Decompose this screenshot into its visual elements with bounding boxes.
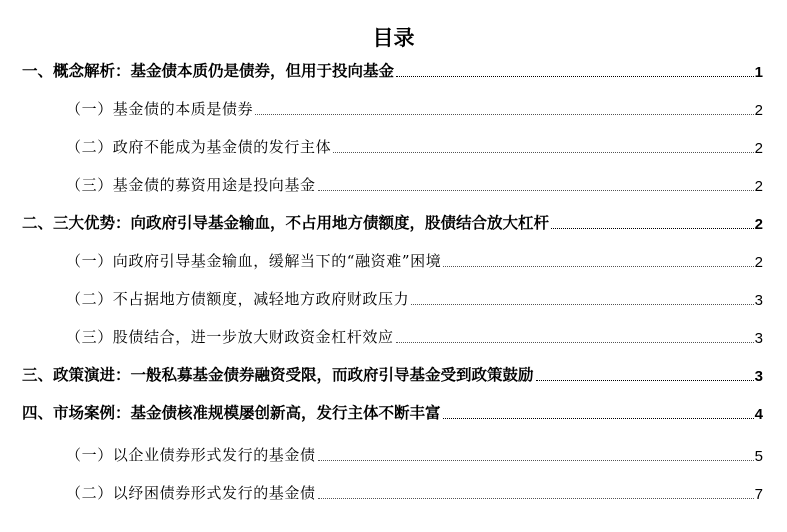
toc-leader-dots xyxy=(318,190,754,191)
toc-page-number: 3 xyxy=(754,368,763,385)
toc-entry-1-3[interactable] xyxy=(0,173,787,195)
toc-entry-text: 三、政策演进：一般私募基金债券融资受限，而政府引导基金受到政策鼓励 xyxy=(22,365,534,384)
toc-page-number: 5 xyxy=(754,448,763,465)
toc-entry-2-2[interactable] xyxy=(0,287,787,309)
toc-entry-text: （一）基金债的本质是债券 xyxy=(66,100,254,118)
toc-page-number: 7 xyxy=(754,486,763,503)
toc-entry-text: （三）基金债的募资用途是投向基金 xyxy=(66,176,316,194)
toc-page-number: 2 xyxy=(754,178,763,195)
toc-entry-text: （二）不占据地方债额度，减轻地方政府财政压力 xyxy=(66,290,410,308)
toc-entry-1-2[interactable] xyxy=(0,135,787,157)
toc-entry-4[interactable] xyxy=(0,401,787,423)
toc-entry-4-1[interactable] xyxy=(0,443,787,465)
toc-entry-text: （一）以企业债券形式发行的基金债 xyxy=(66,446,316,464)
toc-title: 目录 xyxy=(372,25,415,50)
toc-leader-dots xyxy=(551,228,754,229)
toc-page-number: 2 xyxy=(754,140,763,157)
toc-entry-text: 四、市场案例：基金债核准规模屡创新高，发行主体不断丰富 xyxy=(22,403,441,422)
toc-entry-text: （二）以纾困债券形式发行的基金债 xyxy=(66,484,316,502)
toc-entry-4-2[interactable] xyxy=(0,481,787,503)
toc-page-number: 2 xyxy=(754,254,763,271)
toc-entry-text: （一）向政府引导基金输血，缓解当下的“融资难”困境 xyxy=(66,252,442,270)
toc-entry-3[interactable] xyxy=(0,363,787,385)
toc-page-number: 3 xyxy=(754,330,763,347)
toc-leader-dots xyxy=(318,498,754,499)
toc-entry-text: （二）政府不能成为基金债的发行主体 xyxy=(66,138,332,156)
toc-page-number: 3 xyxy=(754,292,763,309)
toc-entry-text: （三）股债结合，进一步放大财政资金杠杆效应 xyxy=(66,328,394,346)
toc-leader-dots xyxy=(536,380,754,381)
toc-leader-dots xyxy=(396,76,754,77)
toc-entry-2-1[interactable] xyxy=(0,249,787,271)
toc-entry-1[interactable] xyxy=(0,59,787,81)
toc-leader-dots xyxy=(411,304,753,305)
toc-page-number: 1 xyxy=(754,64,763,81)
toc-leader-dots xyxy=(318,460,754,461)
toc-leader-dots xyxy=(255,114,753,115)
toc-leader-dots xyxy=(396,342,754,343)
toc-leader-dots xyxy=(443,418,754,419)
toc-entry-text: 二、三大优势：向政府引导基金输血，不占用地方债额度，股债结合放大杠杆 xyxy=(22,213,550,232)
toc-entry-text: 一、概念解析：基金债本质仍是债券，但用于投向基金 xyxy=(22,61,395,80)
toc-page-number: 2 xyxy=(754,216,763,233)
toc-leader-dots xyxy=(333,152,753,153)
toc-entry-2[interactable] xyxy=(0,211,787,233)
toc-entry-1-1[interactable] xyxy=(0,97,787,119)
toc-leader-dots xyxy=(443,266,753,267)
toc-entry-2-3[interactable] xyxy=(0,325,787,347)
toc-page-number: 4 xyxy=(754,406,763,423)
toc-page-number: 2 xyxy=(754,102,763,119)
